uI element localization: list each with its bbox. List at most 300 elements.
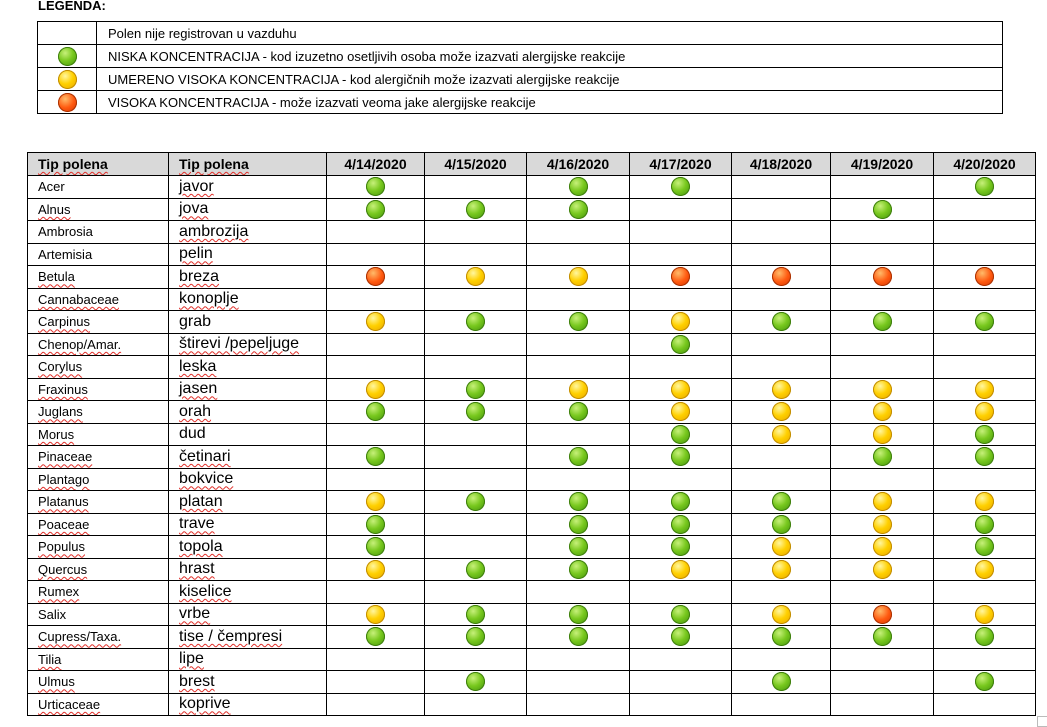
latin-name: Plantago	[38, 471, 90, 487]
latin-name: Ambrosia	[38, 224, 93, 240]
day-cell	[831, 401, 934, 424]
green-dot-icon	[772, 492, 791, 511]
green-dot-icon	[975, 537, 994, 556]
day-cell	[732, 581, 831, 604]
day-cell	[425, 558, 527, 581]
local-name: trave	[179, 515, 215, 533]
yellow-dot-icon	[772, 605, 791, 624]
day-cell	[425, 243, 527, 266]
day-cell	[327, 603, 425, 626]
day-cell	[630, 626, 732, 649]
latin-name-cell	[28, 558, 169, 581]
day-cell	[527, 536, 630, 559]
day-cell	[934, 243, 1036, 266]
header-date: 4/14/2020	[327, 153, 425, 176]
green-dot-icon	[671, 605, 690, 624]
day-cell	[732, 603, 831, 626]
day-cell	[327, 671, 425, 694]
day-cell	[327, 176, 425, 199]
day-cell	[425, 446, 527, 469]
day-cell	[327, 356, 425, 379]
green-dot-icon	[671, 447, 690, 466]
latin-name-cell	[28, 626, 169, 649]
day-cell	[425, 198, 527, 221]
day-cell	[327, 221, 425, 244]
yellow-dot-icon	[873, 425, 892, 444]
green-dot-icon	[466, 200, 485, 219]
local-name-cell	[169, 648, 327, 671]
latin-name: Alnus	[38, 201, 71, 217]
latin-name-cell	[28, 221, 169, 244]
yellow-dot-icon	[671, 380, 690, 399]
local-name-cell	[169, 333, 327, 356]
latin-name: Corylus	[38, 359, 83, 375]
header-local-label: Tip polena	[179, 156, 249, 172]
green-dot-icon	[366, 447, 385, 466]
day-cell	[527, 513, 630, 536]
day-cell	[934, 446, 1036, 469]
latin-name-cell	[28, 468, 169, 491]
latin-name-cell	[28, 581, 169, 604]
day-cell	[327, 266, 425, 289]
day-cell	[732, 626, 831, 649]
day-cell	[630, 468, 732, 491]
table-row	[28, 648, 1036, 671]
local-name-cell	[169, 693, 327, 716]
day-cell	[630, 401, 732, 424]
green-dot-icon	[569, 177, 588, 196]
green-dot-icon	[975, 312, 994, 331]
table-row	[28, 198, 1036, 221]
table-row	[28, 671, 1036, 694]
local-name-cell	[169, 491, 327, 514]
local-name: četinari	[179, 447, 231, 465]
green-dot-icon	[466, 560, 485, 579]
day-cell	[630, 581, 732, 604]
green-dot-icon	[671, 425, 690, 444]
legend-text: VISOKA KONCENTRACIJA - može izazvati veoma jake alergijske reakcije	[97, 91, 1003, 114]
yellow-dot-icon	[466, 267, 485, 286]
day-cell	[630, 648, 732, 671]
yellow-dot-icon	[772, 537, 791, 556]
yellow-dot-icon	[671, 312, 690, 331]
table-row	[28, 626, 1036, 649]
red-dot-icon	[671, 267, 690, 286]
table-row	[28, 693, 1036, 716]
latin-name-cell	[28, 648, 169, 671]
legend-title: LEGENDA:	[38, 0, 106, 13]
day-cell	[630, 603, 732, 626]
table-row	[28, 401, 1036, 424]
local-name: platan	[179, 492, 223, 510]
header-date: 4/19/2020	[831, 153, 934, 176]
green-dot-icon	[975, 425, 994, 444]
latin-name-cell	[28, 288, 169, 311]
table-row	[28, 446, 1036, 469]
local-name: vrbe	[179, 605, 211, 623]
red-dot-icon	[58, 93, 77, 112]
day-cell	[327, 288, 425, 311]
day-cell	[425, 491, 527, 514]
day-cell	[630, 671, 732, 694]
day-cell	[630, 513, 732, 536]
green-dot-icon	[671, 537, 690, 556]
latin-name-cell	[28, 176, 169, 199]
day-cell	[327, 693, 425, 716]
day-cell	[732, 243, 831, 266]
latin-name: Carpinus	[38, 314, 91, 330]
day-cell	[934, 626, 1036, 649]
day-cell	[934, 333, 1036, 356]
day-cell	[934, 356, 1036, 379]
day-cell	[831, 378, 934, 401]
day-cell	[327, 423, 425, 446]
green-dot-icon	[671, 515, 690, 534]
local-name-cell	[169, 198, 327, 221]
day-cell	[425, 401, 527, 424]
yellow-dot-icon	[569, 267, 588, 286]
day-cell	[934, 423, 1036, 446]
latin-name: Quercus	[38, 561, 88, 577]
green-dot-icon	[569, 515, 588, 534]
green-dot-icon	[873, 312, 892, 331]
legend-dot-cell	[38, 45, 97, 68]
day-cell	[527, 356, 630, 379]
day-cell	[527, 176, 630, 199]
latin-name: Cannabaceae	[38, 291, 119, 307]
green-dot-icon	[975, 447, 994, 466]
local-name-cell	[169, 603, 327, 626]
day-cell	[831, 198, 934, 221]
day-cell	[327, 198, 425, 221]
latin-name: Chenop/Amar.	[38, 336, 122, 352]
day-cell	[732, 311, 831, 334]
local-name: brest	[179, 672, 215, 690]
day-cell	[425, 266, 527, 289]
day-cell	[527, 446, 630, 469]
day-cell	[425, 356, 527, 379]
legend-row-none	[38, 22, 1003, 45]
green-dot-icon	[366, 627, 385, 646]
latin-name-cell	[28, 423, 169, 446]
day-cell	[630, 378, 732, 401]
local-name: pelin	[179, 245, 213, 263]
day-cell	[732, 356, 831, 379]
local-name-cell	[169, 626, 327, 649]
day-cell	[327, 513, 425, 536]
latin-name: Fraxinus	[38, 381, 88, 397]
day-cell	[831, 243, 934, 266]
day-cell	[831, 581, 934, 604]
local-name: dud	[179, 425, 206, 443]
yellow-dot-icon	[975, 492, 994, 511]
day-cell	[425, 626, 527, 649]
day-cell	[630, 333, 732, 356]
latin-name-cell	[28, 243, 169, 266]
red-dot-icon	[366, 267, 385, 286]
green-dot-icon	[366, 515, 385, 534]
local-name: štirevi /pepeljuge	[179, 335, 300, 353]
yellow-dot-icon	[873, 380, 892, 399]
latin-name-cell	[28, 693, 169, 716]
day-cell	[831, 311, 934, 334]
yellow-dot-icon	[975, 605, 994, 624]
day-cell	[527, 491, 630, 514]
yellow-dot-icon	[772, 380, 791, 399]
yellow-dot-icon	[366, 312, 385, 331]
day-cell	[425, 671, 527, 694]
local-name-cell	[169, 266, 327, 289]
day-cell	[934, 401, 1036, 424]
day-cell	[327, 648, 425, 671]
local-name: jasen	[179, 380, 218, 398]
day-cell	[327, 491, 425, 514]
day-cell	[630, 536, 732, 559]
day-cell	[732, 446, 831, 469]
day-cell	[831, 176, 934, 199]
day-cell	[425, 648, 527, 671]
day-cell	[934, 581, 1036, 604]
day-cell	[630, 423, 732, 446]
latin-name-cell	[28, 491, 169, 514]
day-cell	[732, 693, 831, 716]
green-dot-icon	[873, 447, 892, 466]
green-dot-icon	[772, 627, 791, 646]
local-name: leska	[179, 357, 217, 375]
table-row	[28, 603, 1036, 626]
day-cell	[732, 266, 831, 289]
day-cell	[831, 558, 934, 581]
day-cell	[527, 401, 630, 424]
red-dot-icon	[772, 267, 791, 286]
green-dot-icon	[873, 627, 892, 646]
day-cell	[527, 581, 630, 604]
table-row	[28, 221, 1036, 244]
local-name: hrast	[179, 560, 215, 578]
day-cell	[934, 378, 1036, 401]
table-row	[28, 491, 1036, 514]
latin-name: Platanus	[38, 494, 89, 510]
day-cell	[425, 693, 527, 716]
day-cell	[934, 558, 1036, 581]
local-name-cell	[169, 288, 327, 311]
table-row	[28, 378, 1036, 401]
table-row	[28, 356, 1036, 379]
latin-name: Morus	[38, 426, 75, 442]
day-cell	[831, 468, 934, 491]
day-cell	[732, 378, 831, 401]
day-cell	[732, 401, 831, 424]
yellow-dot-icon	[975, 380, 994, 399]
local-name-cell	[169, 446, 327, 469]
latin-name-cell	[28, 536, 169, 559]
yellow-dot-icon	[366, 492, 385, 511]
green-dot-icon	[772, 515, 791, 534]
local-name: koprive	[179, 695, 231, 713]
day-cell	[327, 333, 425, 356]
table-row	[28, 333, 1036, 356]
green-dot-icon	[466, 627, 485, 646]
pollen-table-body	[28, 176, 1036, 716]
yellow-dot-icon	[569, 380, 588, 399]
day-cell	[425, 468, 527, 491]
latin-name: Salix	[38, 606, 67, 622]
day-cell	[831, 288, 934, 311]
latin-name-cell	[28, 311, 169, 334]
header-date: 4/15/2020	[425, 153, 527, 176]
table-row	[28, 176, 1036, 199]
table-row	[28, 243, 1036, 266]
day-cell	[732, 221, 831, 244]
day-cell	[934, 311, 1036, 334]
green-dot-icon	[975, 515, 994, 534]
page-corner-marker	[1037, 716, 1047, 727]
yellow-dot-icon	[671, 560, 690, 579]
green-dot-icon	[873, 200, 892, 219]
day-cell	[527, 671, 630, 694]
local-name-cell	[169, 558, 327, 581]
local-name-cell	[169, 423, 327, 446]
day-cell	[527, 693, 630, 716]
local-name: kiselice	[179, 582, 232, 600]
day-cell	[934, 491, 1036, 514]
latin-name: Rumex	[38, 584, 80, 600]
table-row	[28, 468, 1036, 491]
header-date: 4/20/2020	[934, 153, 1036, 176]
latin-name-cell	[28, 513, 169, 536]
day-cell	[327, 558, 425, 581]
green-dot-icon	[569, 492, 588, 511]
latin-name: Juglans	[38, 404, 83, 420]
yellow-dot-icon	[366, 560, 385, 579]
latin-name: Betula	[38, 269, 75, 285]
day-cell	[732, 491, 831, 514]
green-dot-icon	[569, 605, 588, 624]
legend-table	[37, 21, 1003, 114]
day-cell	[732, 468, 831, 491]
latin-name-cell	[28, 401, 169, 424]
day-cell	[934, 671, 1036, 694]
day-cell	[630, 266, 732, 289]
day-cell	[327, 468, 425, 491]
day-cell	[527, 423, 630, 446]
day-cell	[732, 176, 831, 199]
yellow-dot-icon	[772, 560, 791, 579]
day-cell	[327, 536, 425, 559]
day-cell	[831, 603, 934, 626]
day-cell	[831, 693, 934, 716]
local-name-cell	[169, 176, 327, 199]
red-dot-icon	[873, 605, 892, 624]
day-cell	[630, 446, 732, 469]
green-dot-icon	[466, 312, 485, 331]
red-dot-icon	[975, 267, 994, 286]
yellow-dot-icon	[366, 605, 385, 624]
green-dot-icon	[569, 627, 588, 646]
legend-text: Polen nije registrovan u vazduhu	[97, 22, 1003, 45]
day-cell	[327, 378, 425, 401]
day-cell	[327, 626, 425, 649]
local-name: topola	[179, 537, 223, 555]
day-cell	[630, 243, 732, 266]
local-name-cell	[169, 311, 327, 334]
latin-name: Cupress/Taxa.	[38, 629, 122, 645]
local-name: jova	[179, 200, 209, 218]
header-latin-label: Tip polena	[38, 156, 108, 172]
latin-name: Acer	[38, 179, 65, 195]
green-dot-icon	[975, 672, 994, 691]
local-name: bokvice	[179, 470, 234, 488]
latin-name: Populus	[38, 539, 85, 555]
latin-name-cell	[28, 378, 169, 401]
local-name-cell	[169, 378, 327, 401]
header-row	[28, 153, 1036, 176]
local-name: lipe	[179, 650, 204, 668]
day-cell	[327, 581, 425, 604]
green-dot-icon	[466, 402, 485, 421]
latin-name-cell	[28, 333, 169, 356]
green-dot-icon	[772, 672, 791, 691]
day-cell	[934, 266, 1036, 289]
local-name-cell	[169, 356, 327, 379]
day-cell	[527, 333, 630, 356]
day-cell	[831, 266, 934, 289]
green-dot-icon	[671, 627, 690, 646]
green-dot-icon	[466, 672, 485, 691]
day-cell	[630, 221, 732, 244]
header-latin	[28, 153, 169, 176]
local-name: javor	[179, 177, 214, 195]
header-local	[169, 153, 327, 176]
latin-name-cell	[28, 671, 169, 694]
day-cell	[732, 423, 831, 446]
local-name: orah	[179, 402, 212, 420]
day-cell	[934, 536, 1036, 559]
day-cell	[831, 356, 934, 379]
legend-row-red	[38, 91, 1003, 114]
day-cell	[934, 288, 1036, 311]
day-cell	[425, 176, 527, 199]
green-dot-icon	[569, 447, 588, 466]
day-cell	[527, 198, 630, 221]
table-row	[28, 423, 1036, 446]
legend-dot-cell	[38, 91, 97, 114]
green-dot-icon	[569, 537, 588, 556]
table-row	[28, 266, 1036, 289]
yellow-dot-icon	[671, 402, 690, 421]
table-row	[28, 536, 1036, 559]
green-dot-icon	[975, 177, 994, 196]
yellow-dot-icon	[975, 402, 994, 421]
day-cell	[425, 311, 527, 334]
day-cell	[630, 176, 732, 199]
green-dot-icon	[466, 605, 485, 624]
green-dot-icon	[569, 402, 588, 421]
local-name: konoplje	[179, 290, 239, 308]
day-cell	[831, 446, 934, 469]
day-cell	[831, 671, 934, 694]
local-name-cell	[169, 671, 327, 694]
day-cell	[327, 311, 425, 334]
legend-dot-cell	[38, 68, 97, 91]
day-cell	[732, 558, 831, 581]
day-cell	[425, 513, 527, 536]
local-name-cell	[169, 468, 327, 491]
latin-name: Artemisia	[38, 246, 93, 262]
local-name: breza	[179, 267, 220, 285]
day-cell	[630, 693, 732, 716]
legend-row-green	[38, 45, 1003, 68]
